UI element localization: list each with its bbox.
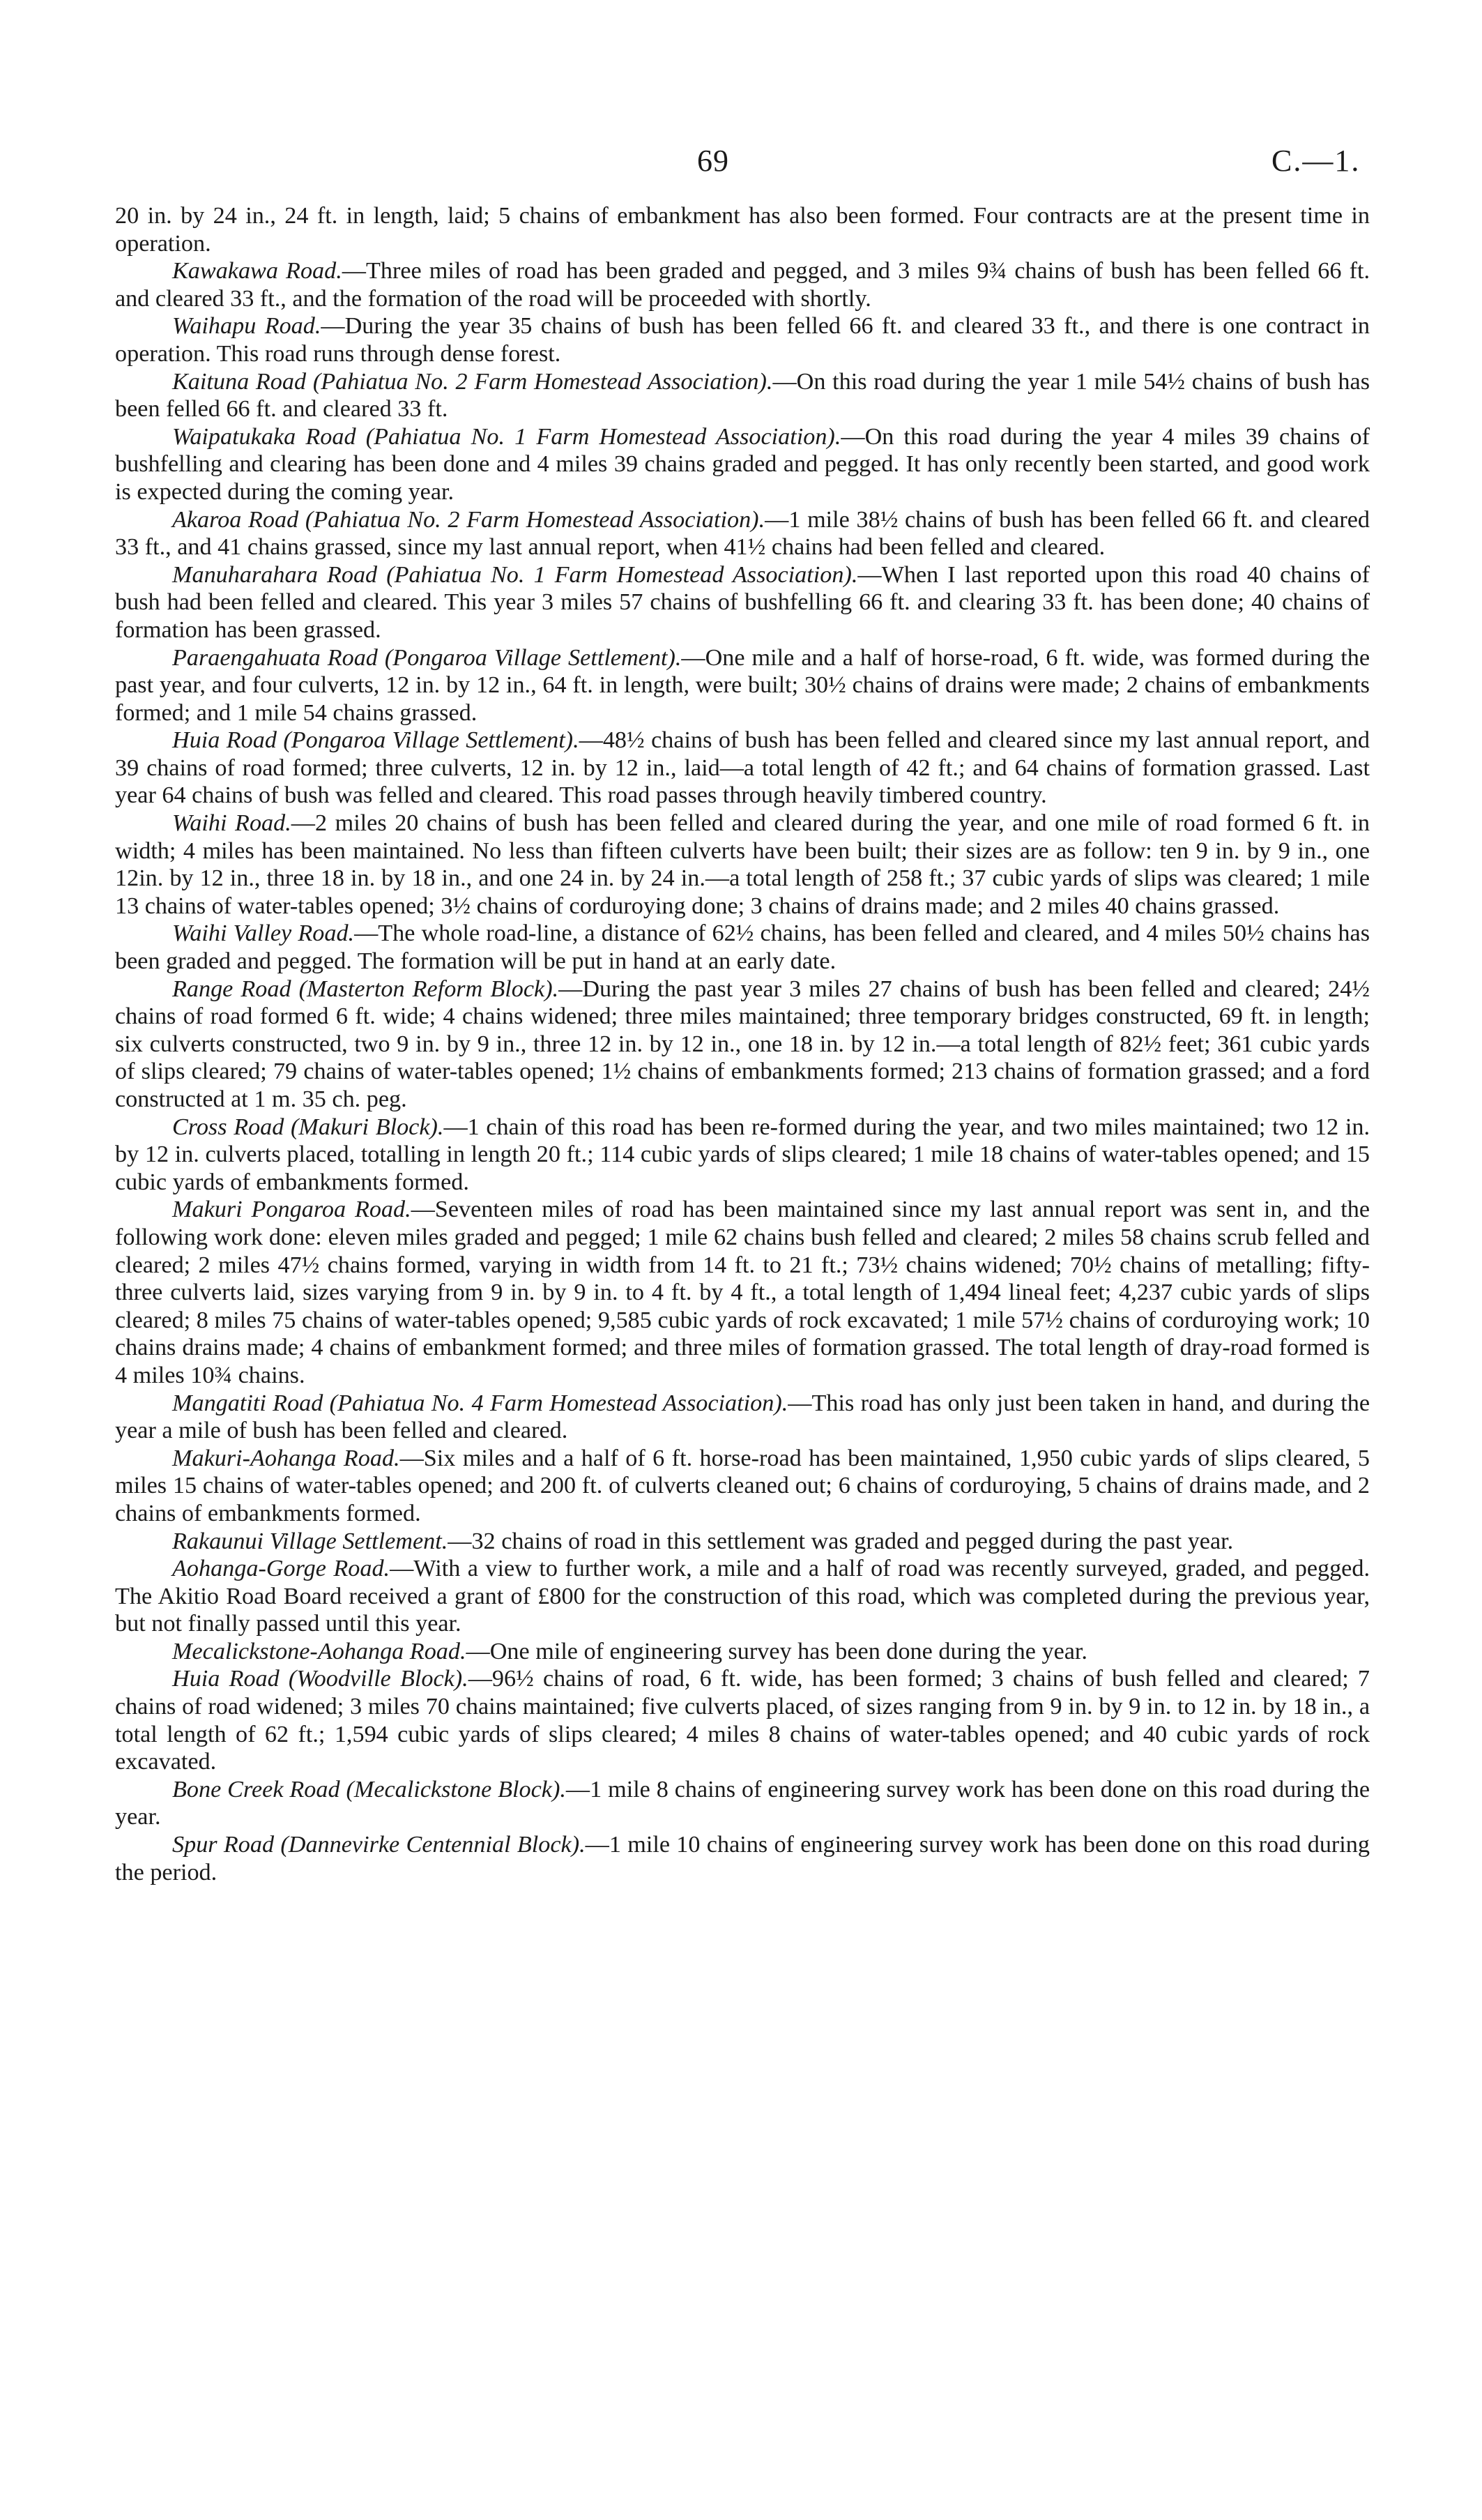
- paragraph-text: —When I last reported upon this road 40 chains of bush had been felled and cleared. This year 3 miles 57 chains of bushfelling 66 ft. and clearing 33 ft. has been done; 40 chains of formation has been grassed.: [115, 561, 1370, 643]
- paragraph-kaituna-road: [115, 368, 1370, 423]
- paragraph-text: —With a view to further work, a mile and a half of road was recently surveyed, graded, and pegged. The Akitio Road Board received a grant of £800 for the construction of this road, which was completed during the previous year, but not finally passed until this year.: [115, 1556, 1370, 1637]
- paragraph-cross-road: [115, 1114, 1370, 1197]
- paragraph-continuation: [115, 202, 1370, 257]
- paragraph-heading: Makuri Pongaroa Road.: [172, 1197, 411, 1223]
- paragraph-heading: Spur Road (Dannevirke Centennial Block).: [172, 1832, 586, 1858]
- paragraph-makuri-pongaroa-road: [115, 1196, 1370, 1389]
- paragraph-text: —2 miles 20 chains of bush has been felled and cleared during the year, and one mile of road formed 6 ft. in width; 4 miles has been maintained. No less than fifteen culverts have been built; their sizes are as follow: ten 9 in. by 9 in., one 12in. by 12 in., three 18 in. by 18 in., and one 24 in. by 24 in.—a total length of 258 ft.; 37 cubic yards of slips was cleared; 1 mile 13 chains of water-tables opened; 3½ chains of corduroying done; 3 chains of drains made; and 2 miles 40 chains grassed.: [115, 810, 1370, 919]
- body-text: [115, 202, 1370, 1886]
- paragraph-aohanga-gorge-road: [115, 1555, 1370, 1638]
- paragraph-heading: Cross Road (Makuri Block).: [172, 1114, 444, 1140]
- paragraph-heading: Huia Road (Pongaroa Village Settlement).: [172, 727, 579, 754]
- paragraph-manuharahara-road: [115, 561, 1370, 644]
- paragraph-text: —On this road during the year 1 mile 54½ chains of bush has been felled 66 ft. and cleared 33 ft.: [115, 368, 1370, 423]
- paragraph-text: —On this road during the year 4 miles 39 chains of bushfelling and clearing has been done and 4 miles 39 chains graded and pegged. It has only recently been started, and good work is expected during the coming year.: [115, 423, 1370, 505]
- paragraph-heading: Waihapu Road.: [172, 313, 321, 340]
- page-header: [0, 143, 1482, 185]
- paragraph-heading: Kawakawa Road.: [172, 258, 342, 284]
- paragraph-heading: Rakaunui Village Settlement.: [172, 1528, 448, 1554]
- paragraph-kawakawa-road: [115, 257, 1370, 312]
- paragraph-paraengahuata-road: [115, 644, 1370, 727]
- paragraph-heading: Waipatukaka Road (Pahiatua No. 1 Farm Homestead Association).: [172, 423, 841, 450]
- paragraph-text: —1 chain of this road has been re-formed during the year, and two miles maintained; two 12 in. by 12 in. culverts placed, totalling in length 20 ft.; 114 cubic yards of slips cleared; 1 mile 18 chains of water-tables opened; and 15 cubic yards of embankments formed.: [115, 1114, 1370, 1195]
- paragraph-huia-road-pongaroa: [115, 727, 1370, 810]
- paragraph-heading: Mangatiti Road (Pahiatua No. 4 Farm Homestead Association).: [172, 1390, 788, 1416]
- paragraph-heading: Manuharahara Road (Pahiatua No. 1 Farm Homestead Association).: [172, 561, 858, 588]
- paragraph-text: —Six miles and a half of 6 ft. horse-road has been maintained, 1,950 cubic yards of slips cleared, 5 miles 15 chains of water-tables opened; and 200 ft. of culverts cleaned out; 6 chains of corduroying, 5 chains of drains made, and 2 chains of embankments formed.: [115, 1445, 1370, 1526]
- paragraph-heading: Paraengahuata Road (Pongaroa Village Settlement).: [172, 644, 682, 671]
- paragraph-text: —One mile and a half of horse-road, 6 ft. wide, was formed during the past year, and four culverts, 12 in. by 12 in., 64 ft. in length, were built; 30½ chains of drains were made; 2 chains of embankments formed; and 1 mile 54 chains grassed.: [115, 644, 1370, 726]
- paragraph-heading: Mecalickstone-Aohanga Road.: [172, 1638, 466, 1664]
- paragraph-text: —The whole road-line, a distance of 62½ chains, has been felled and cleared, and 4 miles 50½ chains has been graded and pegged. The formation will be put in hand at an early date.: [115, 920, 1370, 975]
- paragraph-text: 20 in. by 24 in., 24 ft. in length, laid; 5 chains of embankment has also been formed. Four contracts are at the present time in operation.: [115, 203, 1370, 257]
- paragraph-text: —During the year 35 chains of bush has been felled 66 ft. and cleared 33 ft., and there is one contract in operation. This road runs through dense forest.: [115, 313, 1370, 367]
- paragraph-makuri-aohanga-road: [115, 1445, 1370, 1528]
- paragraph-text: —1 mile 8 chains of engineering survey work has been done on this road during the year.: [115, 1776, 1370, 1830]
- paragraph-heading: Makuri-Aohanga Road.: [172, 1445, 400, 1471]
- paragraph-text: —32 chains of road in this settlement was graded and pegged during the past year.: [448, 1528, 1234, 1554]
- paragraph-mangatiti-road: [115, 1390, 1370, 1445]
- paragraph-bone-creek-road: [115, 1776, 1370, 1831]
- page-number: 69: [697, 144, 729, 178]
- paragraph-heading: Waihi Valley Road.: [172, 920, 355, 947]
- paragraph-heading: Huia Road (Woodville Block).: [172, 1666, 468, 1692]
- paragraph-waipatukaka-road: [115, 423, 1370, 506]
- paragraph-text: —During the past year 3 miles 27 chains of bush has been felled and cleared; 24½ chains of road formed 6 ft. wide; 4 chains widened; three miles maintained; three temporary bridges constructed, 69 ft. in length; six culverts constructed, two 9 in. by 9 in., three 12 in. by 12 in., one 18 in. by 12 in.—a total length of 82½ feet; 361 cubic yards of slips cleared; 79 chains of water-tables opened; 1½ chains of embankments formed; 213 chains of formation grassed; and a ford constructed at 1 m. 35 ch. peg.: [115, 976, 1370, 1112]
- paragraph-text: —48½ chains of bush has been felled and cleared since my last annual report, and 39 chains of road formed; three culverts, 12 in. by 12 in., laid—a total length of 42 ft.; and 64 chains of formation grassed. Last year 64 chains of bush was felled and cleared. This road passes through heavily timbered country.: [115, 727, 1370, 809]
- paragraph-akaroa-road: [115, 506, 1370, 561]
- paragraph-heading: Waihi Road.: [172, 810, 291, 837]
- report-code: C.—1.: [1271, 144, 1361, 178]
- paragraph-range-road: [115, 976, 1370, 1114]
- paragraph-text: —Three miles of road has been graded and pegged, and 3 miles 9¾ chains of bush has been felled 66 ft. and cleared 33 ft., and the formation of the road will be proceeded with shortly.: [115, 258, 1370, 312]
- paragraph-text: —One mile of engineering survey has been done during the year.: [466, 1638, 1087, 1664]
- paragraph-text: —1 mile 10 chains of engineering survey work has been done on this road during the period.: [115, 1832, 1370, 1885]
- paragraph-heading: Bone Creek Road (Mecalickstone Block).: [172, 1776, 566, 1802]
- paragraph-heading: Aohanga-Gorge Road.: [172, 1556, 390, 1582]
- paragraph-rakaunui-village-settlement: [115, 1528, 1370, 1556]
- paragraph-text: —1 mile 38½ chains of bush has been felled 66 ft. and cleared 33 ft., and 41 chains grassed, since my last annual report, when 41½ chains had been felled and cleared.: [115, 506, 1370, 561]
- paragraph-waihi-valley-road: [115, 920, 1370, 975]
- paragraph-mecalickstone-aohanga-road: [115, 1638, 1370, 1666]
- paragraph-text: —This road has only just been taken in hand, and during the year a mile of bush has been felled and cleared.: [115, 1390, 1370, 1444]
- paragraph-waihapu-road: [115, 312, 1370, 367]
- paragraph-huia-road-woodville: [115, 1665, 1370, 1775]
- paragraph-heading: Range Road (Masterton Reform Block).: [172, 976, 559, 1002]
- paragraph-spur-road: [115, 1831, 1370, 1886]
- paragraph-text: —96½ chains of road, 6 ft. wide, has been formed; 3 chains of bush felled and cleared; 7 chains of road widened; 3 miles 70 chains maintained; five culverts placed, of sizes ranging from 9 in. by 9 in. to 12 in. by 18 in., a total length of 62 ft.; 1,594 cubic yards of slips cleared; 4 miles 8 chains of water-tables opened; and 40 cubic yards of rock excavated.: [115, 1666, 1370, 1775]
- paragraph-heading: Akaroa Road (Pahiatua No. 2 Farm Homestead Association).: [172, 506, 765, 533]
- paragraph-waihi-road: [115, 810, 1370, 920]
- paragraph-text: —Seventeen miles of road has been maintained since my last annual report was sent in, and the following work done: eleven miles graded and pegged; 1 mile 62 chains bush felled and cleared; 2 miles 58 chains scrub felled and cleared; 2 miles 47½ chains formed, varying in width from 14 ft. to 21 ft.; 73½ chains widened; 70½ chains of metalling; fifty-three culverts laid, sizes varying from 9 in. by 9 in. to 4 ft. by 4 ft., a total length of 1,494 lineal feet; 4,237 cubic yards of slips cleared; 8 miles 75 chains of water-tables opened; 9,585 cubic yards of rock excavated; 1 mile 57½ chains of corduroying work; 10 chains drains made; 4 chains of embankment formed; and three miles of formation grassed. The total length of dray-road formed is 4 miles 10¾ chains.: [115, 1197, 1370, 1388]
- paragraph-heading: Kaituna Road (Pahiatua No. 2 Farm Homestead Association).: [172, 368, 773, 395]
